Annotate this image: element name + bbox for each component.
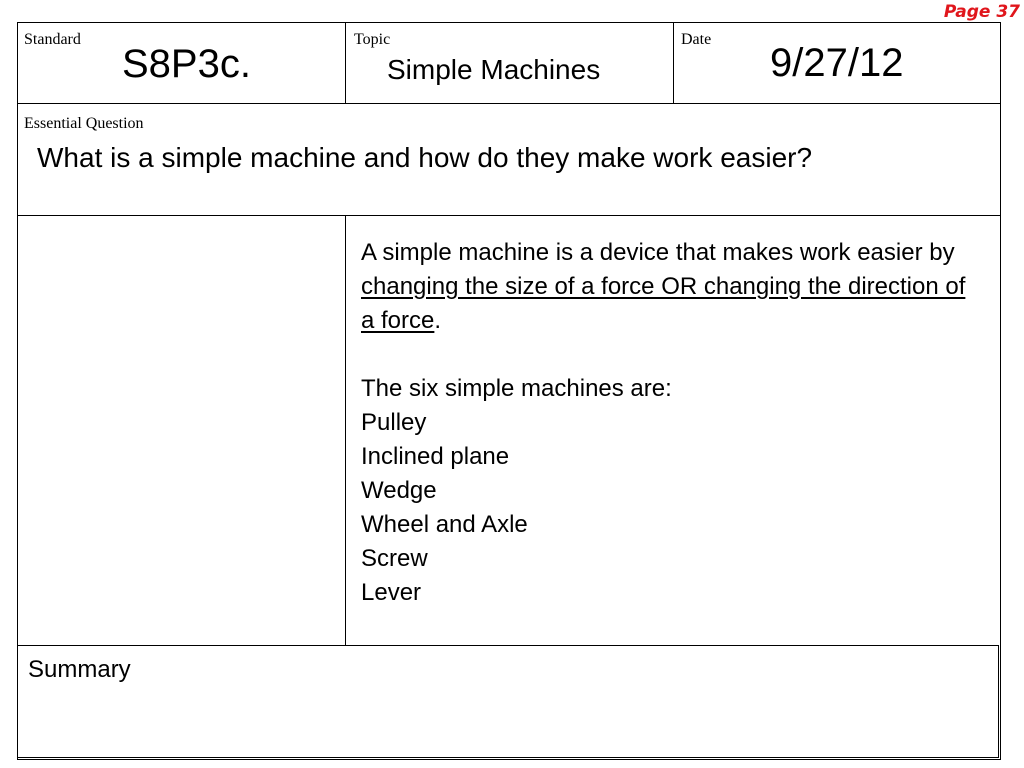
machine-item-wheel-and-axle: Wheel and Axle [361,511,528,538]
summary-label: Summary [28,656,131,683]
machine-item-pulley: Pulley [361,409,427,436]
topic-label: Topic [354,31,391,48]
definition-paragraph [361,236,971,338]
machine-item-inclined-plane: Inclined plane [361,443,510,470]
standard-topic-divider [345,22,346,104]
blank-line [361,338,971,372]
topic-value: Simple Machines [387,54,601,85]
header-divider [17,103,1001,104]
machine-item-lever: Lever [361,579,422,606]
machine-item-wedge: Wedge [361,477,437,504]
essential-question-label: Essential Question [24,115,144,132]
date-label: Date [681,31,712,48]
standard-label: Standard [24,31,81,48]
page-number: Page 37 [943,2,1020,22]
definition-text: A simple machine is a device that makes work easier by [361,239,955,266]
machine-item-screw: Screw [361,545,428,572]
definition-period: . [434,307,442,334]
definition-underlined-text: changing the size of a force OR changing the direction of a force [361,273,966,334]
essential-question-text: What is a simple machine and how do they make work easier? [37,142,813,173]
topic-date-divider [673,22,674,104]
notes-column [361,236,971,610]
summary-box [17,645,999,758]
cues-notes-divider [345,215,346,646]
standard-value: S8P3c. [122,42,251,86]
machines-list-heading: The six simple machines are: [361,375,672,402]
question-divider [17,215,1001,216]
date-value: 9/27/12 [770,41,904,85]
